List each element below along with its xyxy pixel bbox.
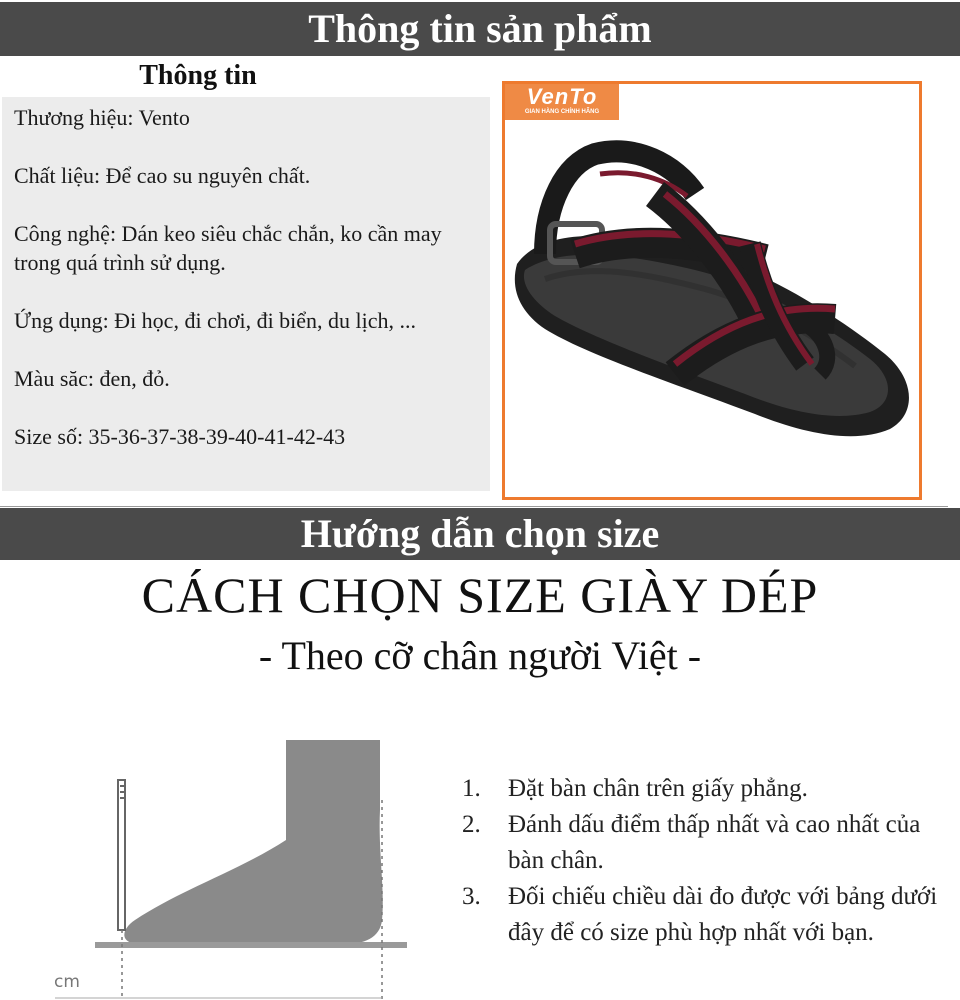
product-info-box bbox=[2, 97, 490, 491]
usage-line: Ứng dụng: Đi học, đi chơi, đi biển, du lịch, ... bbox=[14, 308, 417, 333]
sizes-line: Size số: 35-36-37-38-39-40-41-42-43 bbox=[14, 424, 346, 449]
sandal-image bbox=[505, 84, 919, 497]
ruler bbox=[118, 780, 125, 930]
product-photo bbox=[502, 81, 922, 500]
size-guide-steps bbox=[462, 771, 942, 951]
guide-subtitle: - Theo cỡ chân người Việt - bbox=[258, 633, 702, 678]
list-item bbox=[462, 879, 942, 951]
info-heading: Thông tin bbox=[139, 60, 257, 91]
step-number: 1. bbox=[462, 775, 481, 802]
guide-title: CÁCH CHỌN SIZE GIÀY DÉP bbox=[141, 567, 819, 623]
step-text: Đánh dấu điểm thấp nhất và cao nhất của bàn chân. bbox=[508, 811, 921, 874]
step-number: 3. bbox=[462, 883, 481, 910]
foot-measure-illustration bbox=[40, 730, 420, 1000]
colors-line: Màu săc: đen, đỏ. bbox=[14, 366, 170, 391]
material-line: Chất liệu: Để cao su nguyên chất. bbox=[14, 163, 311, 188]
step-text: Đặt bàn chân trên giấy phẳng. bbox=[508, 775, 808, 802]
list-item bbox=[462, 771, 942, 807]
step-number: 2. bbox=[462, 811, 481, 838]
vento-logo-subtext: GIAN HÀNG CHÍNH HÃNG bbox=[524, 109, 600, 115]
ground-line bbox=[95, 942, 407, 948]
list-item bbox=[462, 807, 942, 879]
unit-label: cm bbox=[54, 972, 80, 992]
vento-logo-text: VenTo bbox=[526, 84, 598, 109]
vento-logo bbox=[505, 84, 619, 120]
section-divider bbox=[0, 506, 948, 507]
technology-line: Công nghệ: Dán keo siêu chắc chắn, ko cần may trong quá trình sử dụng. bbox=[14, 221, 442, 275]
foot-shape bbox=[124, 740, 382, 944]
product-info-banner: Thông tin sản phẩm bbox=[0, 2, 960, 56]
size-guide-banner: Hướng dẫn chọn size bbox=[0, 508, 960, 560]
brand-line: Thương hiệu: Vento bbox=[14, 105, 190, 130]
step-text: Đối chiếu chiều dài đo được với bảng dưới đây để có size phù hợp nhất với bạn. bbox=[508, 883, 938, 946]
